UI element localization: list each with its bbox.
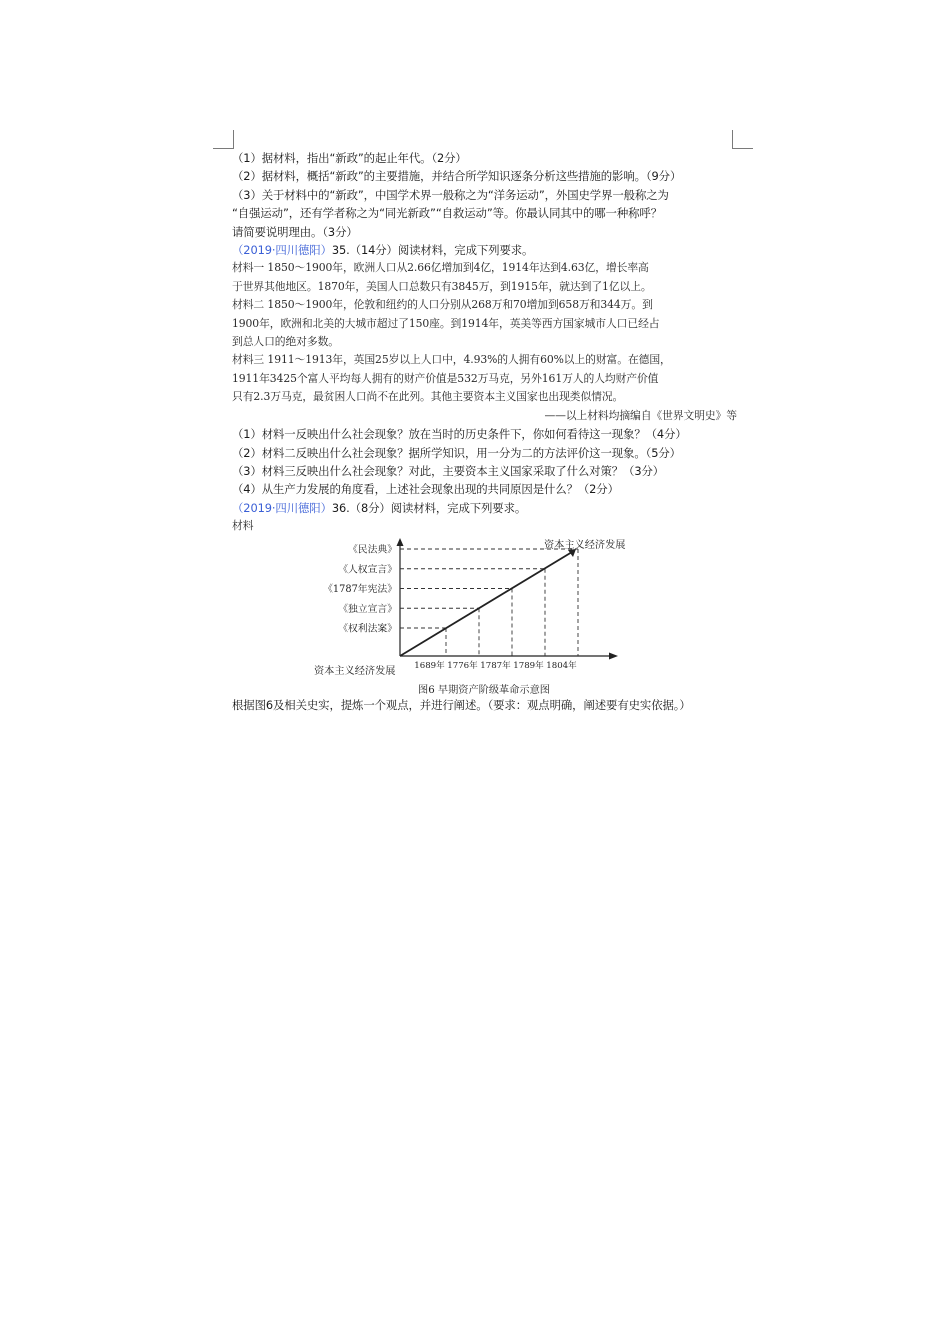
y-tick-label: 《民法典》: [348, 544, 397, 556]
source-tag: （2019·四川德阳）: [232, 500, 332, 515]
page-corner-mark-right: [732, 130, 753, 149]
source-tag: （2019·四川德阳）: [232, 243, 332, 258]
final-question: 根据图6及相关史实，提炼一个观点，并进行阐述。（要求：观点明确，阐述要有史实依据。）: [232, 697, 691, 712]
y-axis-title: 资本主义经济发展: [544, 539, 626, 551]
x-tick-label: 1776年: [447, 660, 478, 671]
question-line: “自强运动”，还有学者称之为“同光新政”“自救运动”等。你最认同其中的哪一种称呼？: [232, 206, 662, 221]
x-axis-title: 资本主义经济发展: [314, 665, 396, 677]
question-36-heading: [232, 499, 737, 517]
material-line: 材料二 1850～1900年，伦敦和纽约的人口分别从268万和70增加到658万和344万。到: [232, 298, 653, 312]
series-line: [400, 552, 572, 656]
x-tick-label: 1787年: [480, 660, 511, 671]
material-label: 材料: [232, 519, 254, 533]
y-tick-label: 《独立宣言》: [338, 603, 397, 615]
x-tick-label: 1689年: [414, 660, 445, 671]
question-line: （2）据材料，概括“新政”的主要措施，并结合所学知识逐条分析这些措施的影响。（9分）: [232, 169, 682, 184]
material-line: 1911年3425个富人平均每人拥有的财产价值是532万马克，另外161万人的人均财产价值: [232, 371, 659, 385]
question-line: 请简要说明理由。（3分）: [232, 224, 358, 239]
document-content: [232, 149, 737, 714]
question-line: （4）从生产力发展的角度看，上述社会现象出现的共同原因是什么？（2分）: [232, 482, 619, 497]
question-line: （3）关于材料中的“新政”，中国学术界一般称之为“洋务运动”，外国史学界一般称之为: [232, 187, 669, 202]
x-axis-arrow: [609, 652, 618, 659]
material-line: 1900年，欧洲和北美的大城市超过了150座。到1914年，英美等西方国家城市人口已经占: [232, 316, 660, 330]
question-35-text: 35.（14分）阅读材料，完成下列要求。: [331, 243, 534, 258]
material-line: 材料三 1911～1913年，英国25岁以上人口中，4.93%的人拥有60%以上的财富。在德国，: [232, 353, 671, 367]
question-line: （3）材料三反映出什么社会现象？对此，主要资本主义国家采取了什么对策？（3分）: [232, 463, 665, 478]
y-tick-label: 《权利法案》: [338, 623, 397, 635]
revolution-chart-svg: [232, 536, 737, 696]
question-line: （1）据材料，指出“新政”的起止年代。（2分）: [232, 151, 467, 165]
material-source: ——以上材料均摘编自《世界文明史》等: [544, 408, 737, 422]
y-tick-label: 《1787年宪法》: [323, 583, 397, 595]
question-36-text: 36.（8分）阅读材料，完成下列要求。: [331, 500, 527, 515]
question-line: （2）材料二反映出什么社会现象？据所学知识，用一分为二的方法评价这一现象。（5分）: [232, 445, 681, 460]
material-line: 只有2.3万马克，最贫困人口尚不在此列。其他主要资本主义国家也出现类似情况。: [232, 390, 624, 404]
x-tick-label: 1804年: [546, 660, 577, 671]
y-axis-arrow: [397, 538, 404, 546]
material-line: 材料一 1850～1900年，欧洲人口从2.66亿增加到4亿，1914年达到4.63亿，增长率高: [232, 261, 649, 275]
chart-caption: 图6 早期资产阶级革命示意图: [418, 684, 550, 696]
question-line: （1）材料一反映出什么社会现象？放在当时的历史条件下，你如何看待这一现象？（4分）: [232, 427, 687, 442]
material-line: 到总人口的绝对多数。: [232, 335, 339, 349]
material-line: 于世界其他地区。1870年，美国人口总数只有3845万，到1915年，就达到了1亿以上。: [232, 279, 652, 293]
question-35-heading: [232, 241, 737, 259]
revolution-chart: [232, 536, 737, 696]
page-corner-mark-left: [213, 130, 234, 149]
x-tick-label: 1789年: [513, 660, 544, 671]
y-tick-label: 《人权宣言》: [338, 563, 397, 575]
